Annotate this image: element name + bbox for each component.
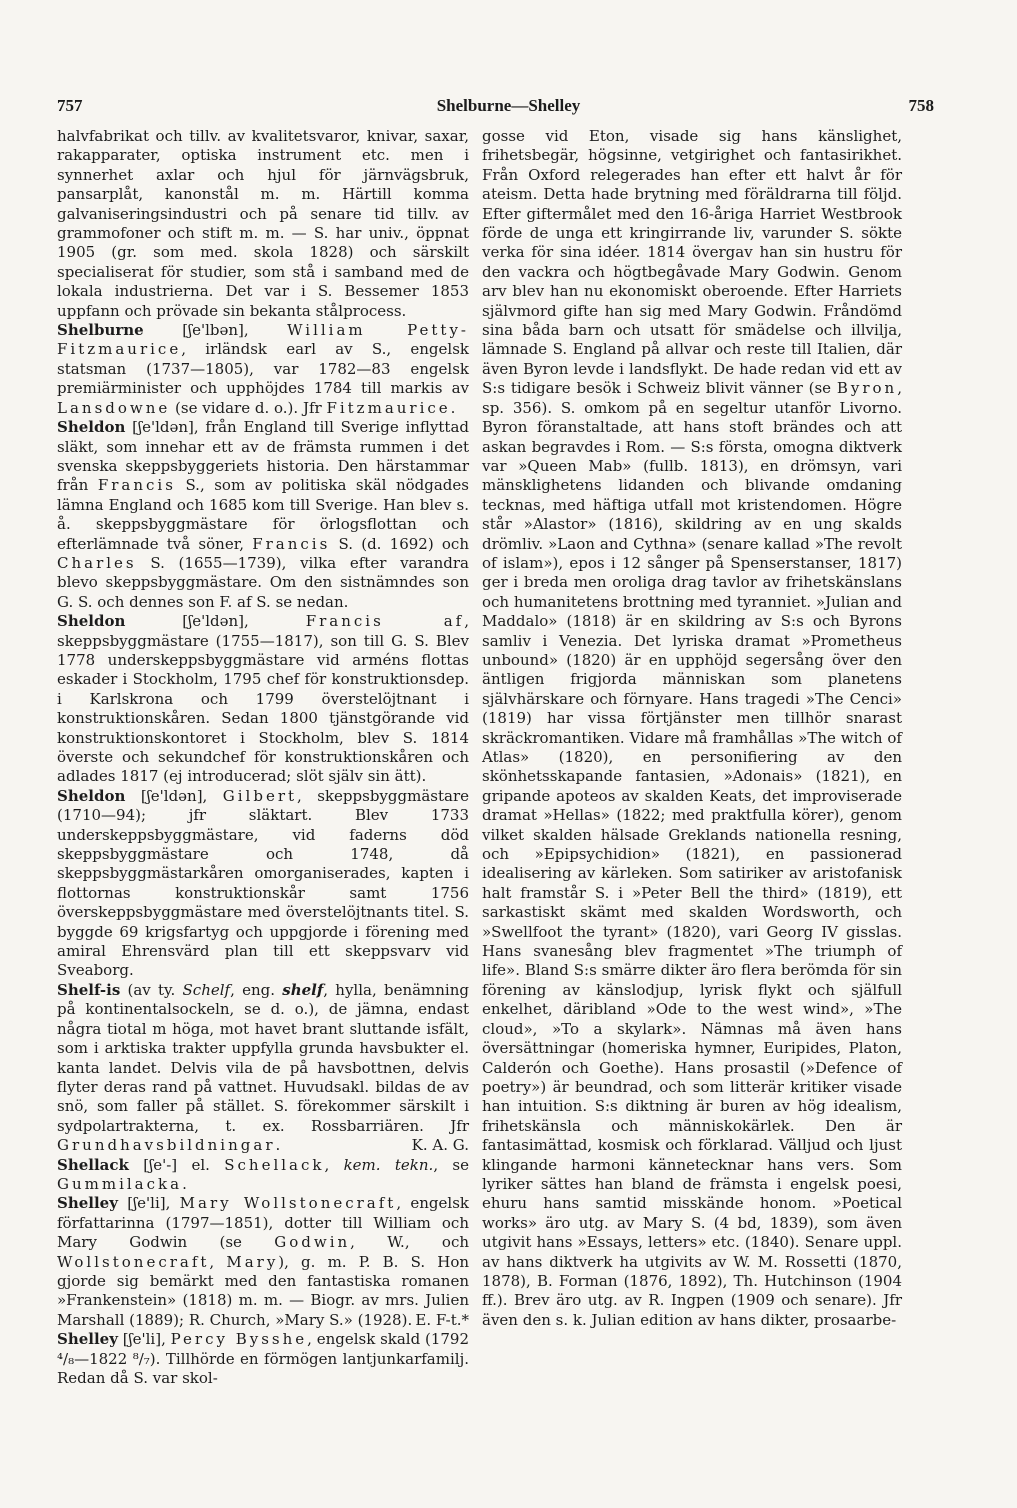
cross-reference: Lansdowne (57, 398, 171, 417)
spaced-name: Schellack (224, 1155, 325, 1174)
spaced-name: Francis (97, 476, 176, 495)
headword: Sheldon (57, 786, 126, 805)
spaced-name: William Petty-Fitzmaurice (57, 321, 469, 359)
entry-shelley-percy: Shelley [ʃe'li], Percy Bysshe, engelsk skald (1792 ⁴/₈—1822 ⁸/₇). Tillhörde en förmögen lantjunkarfamilj. Redan då S. var skol- (57, 1330, 470, 1387)
spaced-name: Francis (252, 534, 331, 553)
cross-reference: Grundhavsbildningar (57, 1136, 276, 1155)
spaced-name: Mary Wollstonecraft (179, 1194, 397, 1213)
cross-reference: Gummilacka (57, 1174, 183, 1193)
cross-reference: Mary (226, 1252, 279, 1271)
headword: Shelley (57, 1194, 118, 1213)
author-signature: K. A. G. (411, 1136, 469, 1155)
spaced-name: Charles (57, 553, 137, 572)
author-signature: E. F-t.* (415, 1310, 469, 1329)
page-number-left: 757 (57, 96, 83, 115)
entry-shelburne: Shelburne [ʃe'lbən], William Petty-Fitzmaurice, irländsk earl av S., engelsk statsman (1737—1805), var 1782—83 engelsk premiärminister och upphöjdes 1784 till markis av Lansdowne (se vidare d. o.). Jfr Fitzmaurice. (57, 321, 469, 417)
headword: Shellack (57, 1155, 129, 1174)
page-header (55, 96, 962, 122)
cross-reference: Fitzmaurice (326, 398, 451, 417)
entry-sheldon-gilbert: Sheldon [ʃe'ldən], Gilbert, skeppsbyggmästare (1710—94); jfr släktart. Blev 1733 underskeppsbyggmästare, vid faderns död skeppsbyggmästare och 1748, då skeppsbyggmästarkåren omorganiserades, kapten i flottornas konstruktionskår samt 1756 överskeppsbyggmästare med överstelöjtnants titel. S. byggde 69 krigsfartyg och uppgjorde i förening med amiral Ehrensvärd plan till ett skeppsvarv vid Sveaborg. (57, 786, 469, 980)
entry-sheldon-family: Sheldon [ʃe'ldən], från England till Sverige inflyttad släkt, som innehar ett av de främsta rummen i det svenska skeppsbyggeriets historia. Den härstammar från Francis S., som av politiska skäl nödgades lämna England och 1685 kom till Sverige. Han blev s. å. skeppsbyggmästare för örlogsflottan och efterlämnade två söner, Francis S. (d. 1692) och Charles S. (1655—1739), vilka efter varandra blevo skeppsbyggmästare. Om den sistnämndes son G. S. och dennes son F. af S. se nedan. (57, 418, 469, 611)
headword: Shelley (57, 1330, 118, 1349)
headword: Sheldon (57, 612, 126, 631)
spaced-name: Gilbert (222, 786, 298, 805)
entry-shelf-is: Shelf-is (av ty. Schelf, eng. shelf, hylla, benämning på kontinentalsockeln, se d. o.), de jämna, endast några tiotal m höga, mot havet brant sluttande isfält, som i arktiska trakter uppfylla grunda havsbukter el. kanta landet. Delvis vila de på havsbottnen, delvis flyter deras rand på vattnet. Huvudsakl. bildas de av snö, som faller på stället. S. förekommer särskilt i sydpolartrakterna, t. ex. Rossbarriären. Jfr Grundhavsbildningar. K. A. G. (57, 980, 469, 1155)
left-column (57, 127, 469, 1388)
cross-reference: Godwin (274, 1233, 351, 1252)
running-title: Shelburne—Shelley (436, 96, 581, 115)
paragraph-continuation: halvfabrikat och tillv. av kvalitetsvaror, knivar, saxar, rakapparater, optiska instrument etc. men i synnerhet axlar och hjul för järnvägsbruk, pansarplåt, kanonstål m. m. Härtill komma galvaniseringsindustri och på senare tid tillv. av grammofoner och stift m. m. — S. har univ., öppnat 1905 (gr. som med. skola 1828) och särskilt specialiserat för studier, som stå i samband med de lokala industrierna. Det var i S. Bessemer 1853 uppfann och prövade sin bekanta stålprocess. (57, 127, 469, 320)
page-number-right: 758 (908, 96, 934, 115)
paragraph-continuation: gosse vid Eton, visade sig hans känslighet, frihetsbegär, högsinne, vetgirighet och fantasirikhet. Från Oxford relegerades han efter ett halvt år för ateism. Detta hade brytning med föräldrarna till följd. Efter giftermålet med den 16-åriga Harriet Westbrook förde de unga ett kringirrande liv, varunder S. sökte verka för sina idéer. 1814 övergav han sin hustru för den vackra och högtbegåvade Mary Godwin. Genom arv blev han nu ekonomiskt oberoende. Efter Harriets självmord gifte han sig med Mary Godwin. Fråndömd sina båda barn och utsatt för smädelse och illvilja, lämnade S. England på allvar och reste till Italien, där även Byron levde i landsflykt. De hade redan vid ett av S:s tidigare besök i Schweiz blivit vänner (se Byron, sp. 356). S. omkom på en segeltur utanför Livorno. Byron föranstaltade, att hans stoft brändes och att askan begravdes i Rom. — S:s första, omogna diktverk var »Queen Mab» (fullb. 1813), en drömsyn, vari mänsklighetens lidanden och blivande omdaning tecknas, med häftiga utfall mot kristendomen. Högre står »Alastor» (1816), skildring av en ung skalds drömliv. »Laon and Cythna» (senare kallad »The revolt of islam»), epos i 12 sånger på Spenserstanser, 1817) ger i breda men oroliga drag tavlor av frihetskänslans och humanitetens brottning med tyranniet. »Julian and Maddalo» (1818) är en skildring av S:s och Byrons samliv i Venezia. Det lyriska dramat »Prometheus unbound» (1820) är en upphöjd segersång över den äntligen frigjorda människan som planetens självhärskare och förnyare. Hans tragedi »The Cenci» (1819) har vissa förtjänster men tillhör snarast skräckromantiken. Vidare må framhållas »The witch of Atlas» (1820), en personifiering av den skönhetsskapande fantasien, »Adonais» (1821), en gripande apoteos av skalden Keats, det improviserade dramat »Hellas» (1822; med praktfulla körer), genom vilket skalden hälsade Greklands nationella resning, och »Epipsychidion» (1821), en passionerad idealisering av kärleken. Som satiriker av aristofanisk halt framstår S. i »Peter Bell the third» (1819), ett sarkastiskt skämt med skalden Wordsworth, och »Swellfoot the tyrant» (1820), vari Georg IV gisslas. Hans svanesång blev fragmentet »The triumph of life». Bland S:s smärre dikter äro flera berömda för sin förening av känslodjup, lyrisk flykt och själfull enkelhet, däribland »Ode to the west wind», »The cloud», »To a skylark». Nämnas må även hans översättningar (homeriska hymner, Euripides, Platon, Calderón och Goethe). Hans prosastil (»Defence of poetry») är beundrad, och som litterär kritiker visade han intuition. S:s diktning är buren av hög idealism, frihetskänsla och människokärlek. Den är fantasimättad, kosmisk och förklarad. Välljud och ljust klingande harmoni kännetecknar hans vers. Som lyriker sättes han bland de främsta i engelsk poesi, ehuru hans samtid misskände honom. »Poetical works» äro utg. av Mary S. (4 bd, 1839), som även utgivit hans »Essays, letters» etc. (1840). Senare uppl. av hans diktverk ha utgivits av W. M. Rossetti (1870, 1878), B. Forman (1876, 1892), Th. Hutchinson (1904 ff.). Brev äro utg. av R. Ingpen (1909 och senare). Jfr även den s. k. Julian edition av hans dikter, prosaarbe- (482, 127, 902, 1329)
spaced-name: Percy Bysshe (170, 1330, 308, 1349)
headword: Shelburne (57, 321, 144, 340)
spaced-name: Francis af (305, 612, 465, 631)
cross-reference: Wollstonecraft (57, 1252, 210, 1271)
headword: Shelf-is (57, 980, 121, 999)
right-column (482, 127, 902, 1330)
cross-reference: Byron (836, 379, 898, 398)
headword: Sheldon (57, 418, 126, 437)
entry-shellack: Shellack [ʃe'-] el. Schellack, kem. tekn., se Gummilacka. (57, 1155, 469, 1193)
entry-sheldon-francis: Sheldon [ʃe'ldən], Francis af, skeppsbyggmästare (1755—1817), son till G. S. Blev 1778 underskeppsbyggmästare vid arméns flottas eskader i Stockholm, 1795 chef för konstruktionsdep. i Karlskrona och 1799 överstelöjtnant i konstruktionskåren. Sedan 1800 tjänstgörande vid konstruktionskontoret i Stockholm, blev S. 1814 överste och sekundchef för konstruktionskåren och adlades 1817 (ej introducerad; slöt själv sin ätt). (57, 612, 469, 786)
entry-shelley-mary: Shelley [ʃe'li], Mary Wollstonecraft, engelsk författarinna (1797—1851), dotter till William och Mary Godwin (se Godwin, W., och Wollstonecraft, Mary), g. m. P. B. S. Hon gjorde sig bemärkt med den fantastiska romanen »Frankenstein» (1818) m. m. — Biogr. av mrs. Julien Marshall (1889); R. Church, »Mary S.» (1928). E. F-t.* (57, 1194, 470, 1329)
